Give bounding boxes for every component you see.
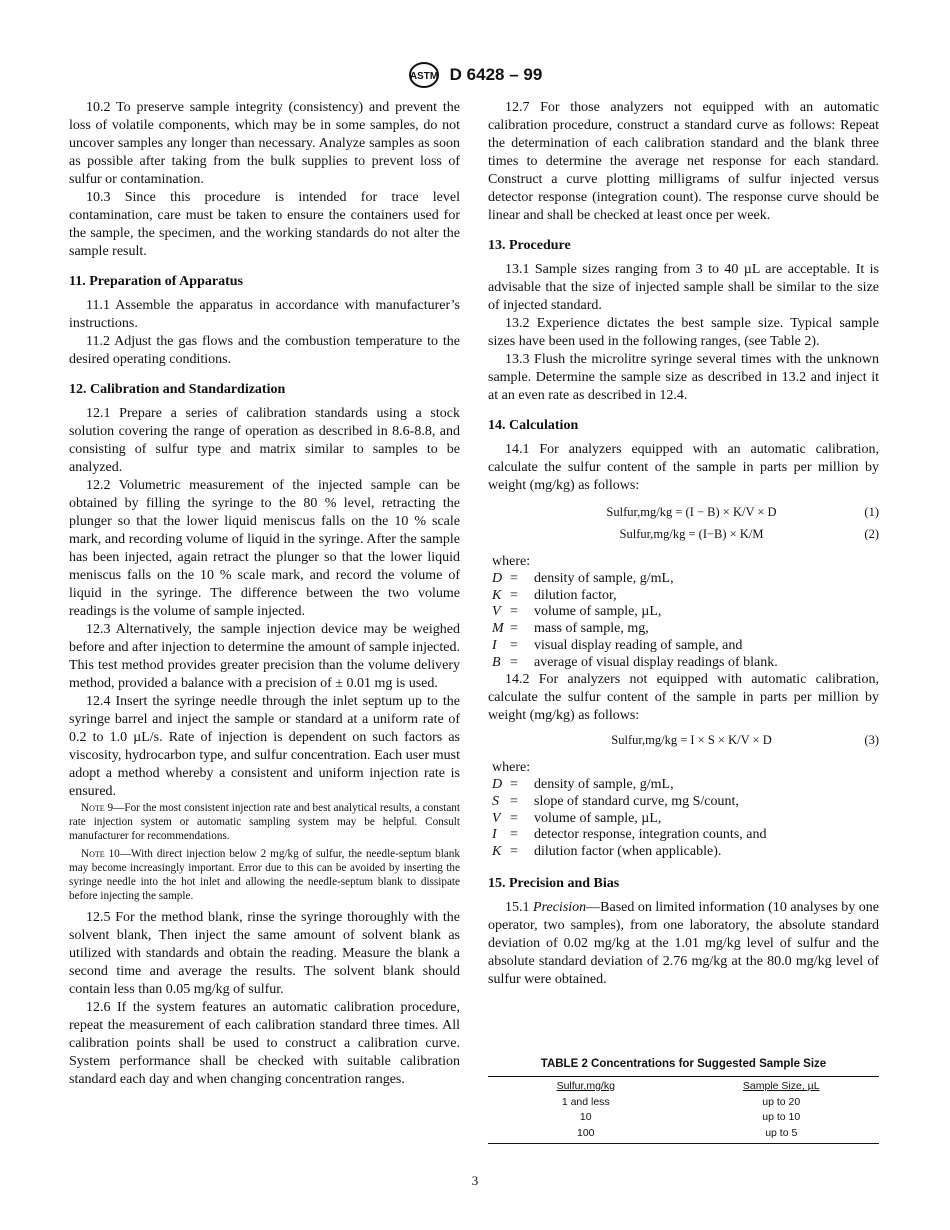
table-cell: up to 10 xyxy=(762,1111,801,1123)
table-row xyxy=(488,1110,879,1126)
equation-3-number: (3) xyxy=(864,733,879,748)
paragraph-13-1: 13.1 Sample sizes ranging from 3 to 40 µL are acceptable. It is advisable that the size of injected sample shall be similar to the size of injected standard. xyxy=(488,262,879,313)
equals-sign: = xyxy=(510,810,518,826)
symbol-definitions-2 xyxy=(492,777,879,861)
equation-3-formula: Sulfur,mg/kg = I × S × K/V × D xyxy=(611,733,772,748)
symbol-definitions-1 xyxy=(492,571,879,671)
paragraph-15-1 xyxy=(488,899,879,989)
table-row xyxy=(488,1126,879,1144)
table-2 xyxy=(488,1058,879,1144)
where-label-1: where: xyxy=(492,554,531,569)
paragraph-10-2: 10.2 To preserve sample integrity (consistency) and prevent the loss of volatile components, which may be in some samples, do not uncover samples any longer than necessary. Analyze samples as soon as possible after taking from the bulk supplies to prevent loss of sulfur or contamination. xyxy=(69,100,460,187)
equals-sign: = xyxy=(510,793,518,809)
symbol: S xyxy=(492,793,499,809)
symbol-description: density of sample, g/mL, xyxy=(534,777,674,793)
equation-2-formula: Sulfur,mg/kg = (I−B) × K/M xyxy=(619,527,764,541)
paragraph-13-2: 13.2 Experience dictates the best sample size. Typical sample sizes have been used in the following ranges, (see Table 2). xyxy=(488,316,879,349)
symbol-definition-row xyxy=(492,604,879,621)
equals-sign: = xyxy=(510,604,518,620)
paragraph-12-2: 12.2 Volumetric measurement of the injected sample can be obtained by filling the syringe to the 80 % level, retracting the plunger so that the lower liquid meniscus falls on the 10 % scale mark, and recording volume of liquid in the syringe. After the sample has been injected, again retract the plunger so that the lower liquid meniscus falls on the 10 % scale mark, and record the volume of liquid in the syringe. The difference between the two volume readings is the volume of sample injected. xyxy=(69,478,460,619)
symbol-description: density of sample, g/mL, xyxy=(534,571,674,586)
paragraph-14-2: 14.2 For analyzers not equipped with automatic calibration, calculate the sulfur content of the sample in parts per million by weight (mg/kg) as follows: xyxy=(488,672,879,724)
paragraph-13-3: 13.3 Flush the microlitre syringe several times with the unknown sample. Determine the sample size as described in 13.2 and inject it at an even rate as described in 12.4. xyxy=(488,352,879,403)
table-cell: up to 5 xyxy=(765,1126,798,1139)
note-9 xyxy=(69,801,460,843)
section-heading-13: 13. Procedure xyxy=(488,238,571,253)
paragraph-12-3: 12.3 Alternatively, the sample injection device may be weighed before and after injection to determine the amount of sample injected. This test method provides greater precision than the volume delivery method, provided a balance with a precision of ± 0.01 mg is used. xyxy=(69,622,460,691)
symbol-definition-row xyxy=(492,621,879,638)
note-9-label: Note 9 xyxy=(81,802,114,814)
table-cell: 10 xyxy=(579,1111,592,1123)
table-cell: up to 20 xyxy=(762,1095,801,1108)
symbol: V xyxy=(492,810,501,826)
note-9-text: —For the most consistent injection rate and best analytical results, a constant rate injection system or automatic sampling system may be helpful. Consult manufacturer for recommendations. xyxy=(69,802,460,842)
paragraph-15-1-text: —Based on limited information (10 analyses by one operator, two samples), from one laboratory, the absolute standard deviation of 0.02 mg/kg at the 1.01 mg/kg level of sulfur and the absolute standard deviation of 2.76 mg/kg at the 80.0 mg/kg level of sulfur were obtained. xyxy=(488,899,880,987)
table-cell: 100 xyxy=(576,1126,595,1139)
equation-3 xyxy=(488,731,879,749)
symbol: B xyxy=(492,654,501,670)
symbol-description: volume of sample, µL, xyxy=(534,810,662,826)
where-label-2: where: xyxy=(492,760,531,776)
symbol: K xyxy=(492,844,502,860)
symbol-definition-row xyxy=(492,811,879,828)
equation-2 xyxy=(488,525,879,543)
equation-1 xyxy=(488,503,879,521)
equals-sign: = xyxy=(510,654,518,670)
paragraph-12-7: 12.7 For those analyzers not equipped with an automatic calibration procedure, construct a standard curve as follows: Repeat the determination of each calibration standard and the blank three times to determine the average net response for each standard. Construct a curve plotting milligrams of sulfur injected versus detector response (integration count). The response curve should be linear and shall be checked at least once per week. xyxy=(488,100,879,223)
page-header xyxy=(0,61,950,89)
symbol-definition-row xyxy=(492,655,879,672)
equals-sign: = xyxy=(510,827,518,843)
table-header-sulfur: Sulfur,mg/kg xyxy=(556,1080,615,1092)
paragraph-15-1-term: Precision xyxy=(533,899,587,915)
symbol: I xyxy=(492,637,497,653)
symbol: I xyxy=(492,827,497,843)
equals-sign: = xyxy=(510,621,518,637)
right-column xyxy=(488,99,879,989)
paragraph-14-1: 14.1 For analyzers equipped with an automatic calibration, calculate the sulfur content of the sample in parts per million by weight (mg/kg) as follows: xyxy=(488,442,879,493)
symbol-definition-row xyxy=(492,794,879,811)
symbol-definition-row xyxy=(492,588,879,605)
table-header-sample-size: Sample Size, µL xyxy=(742,1080,820,1092)
page-number: 3 xyxy=(471,1173,479,1188)
symbol-definition-row xyxy=(492,827,879,844)
table-2-caption: TABLE 2 Concentrations for Suggested Sample Size xyxy=(540,1058,827,1070)
svg-text:ASTM: ASTM xyxy=(409,71,438,82)
equals-sign: = xyxy=(510,637,518,653)
section-heading-15: 15. Precision and Bias xyxy=(488,875,620,891)
paragraph-11-1: 11.1 Assemble the apparatus in accordance with manufacturer’s instructions. xyxy=(69,298,460,331)
equals-sign: = xyxy=(510,571,518,586)
symbol: D xyxy=(492,777,503,793)
symbol-description: visual display reading of sample, and xyxy=(534,637,743,653)
symbol-description: average of visual display readings of blank. xyxy=(534,654,778,670)
symbol-description: dilution factor, xyxy=(534,587,617,603)
symbol-description: dilution factor (when applicable). xyxy=(534,844,722,860)
document-designation: D 6428 – 99 xyxy=(449,65,543,84)
paragraph-11-2: 11.2 Adjust the gas flows and the combustion temperature to the desired operating conditions. xyxy=(69,334,460,367)
where-block-1 xyxy=(488,553,879,671)
symbol-description: detector response, integration counts, and xyxy=(534,827,767,843)
note-10 xyxy=(69,847,460,903)
symbol-definition-row xyxy=(492,844,879,861)
note-10-text: —With direct injection below 2 mg/kg of sulfur, the needle-septum blank may become increasingly important. Error due to this can be avoided by inserting the syringe needle into the hot inlet and allowing the needle-septum blank to dissipate before injecting the sample. xyxy=(69,848,460,902)
astm-logo-icon xyxy=(408,61,440,89)
equals-sign: = xyxy=(510,587,518,603)
where-block-2 xyxy=(488,759,879,861)
section-heading-14: 14. Calculation xyxy=(488,418,579,433)
symbol: D xyxy=(492,571,503,586)
table-header-row xyxy=(488,1077,879,1095)
left-column xyxy=(69,99,460,1089)
equation-2-number: (2) xyxy=(864,527,879,541)
paragraph-12-5: 12.5 For the method blank, rinse the syringe thoroughly with the solvent blank, Then inject the same amount of solvent blank as utilized with standards and obtain the reading. Measure the blank a second time and average the results. The solvent blank should contain less than 0.05 mg/kg of sulfur. xyxy=(69,910,460,997)
table-cell: 1 and less xyxy=(561,1095,610,1108)
symbol: V xyxy=(492,604,501,620)
equals-sign: = xyxy=(510,777,518,793)
symbol-description: volume of sample, µL, xyxy=(534,604,662,620)
paragraph-12-6: 12.6 If the system features an automatic calibration procedure, repeat the measurement of each calibration standard three times. All calibration points shall be used to construct a calibration curve. System performance shall be checked with suitable calibration standard each day and when changing concentration ranges. xyxy=(69,1000,460,1087)
table-2-grid xyxy=(488,1076,879,1144)
paragraph-12-1: 12.1 Prepare a series of calibration standards using a stock solution covering the range of operation as described in 8.6-8.8, and consisting of sulfur type and matrix similar to samples to be analyzed. xyxy=(69,406,460,475)
equation-1-formula: Sulfur,mg/kg = (I − B) × K/V × D xyxy=(606,505,777,519)
paragraph-15-1-number: 15.1 xyxy=(505,899,530,915)
section-heading-12: 12. Calibration and Standardization xyxy=(69,382,286,397)
section-heading-11: 11. Preparation of Apparatus xyxy=(69,274,243,289)
paragraph-10-3: 10.3 Since this procedure is intended for trace level contamination, care must be taken to ensure the containers used for the sample, the specimen, and the working standards do not alter the sample result. xyxy=(69,190,460,259)
note-10-label: Note 10 xyxy=(81,848,120,860)
table-row xyxy=(488,1095,879,1111)
symbol-description: slope of standard curve, mg S/count, xyxy=(534,793,739,809)
equation-1-number: (1) xyxy=(864,505,879,519)
symbol-definition-row xyxy=(492,777,879,794)
symbol-definition-row xyxy=(492,638,879,655)
paragraph-12-4: 12.4 Insert the syringe needle through the inlet septum up to the syringe barrel and inject the sample or standard at a uniform rate of 0.2 to 1.0 µL/s. Rate of injection is dependent on such factors as viscosity, hydrocarbon type, and sulfur concentration. Each user must adopt a method whereby a consistent and uniform injection rate is ensured. xyxy=(69,694,460,799)
symbol-definition-row xyxy=(492,571,879,588)
symbol: M xyxy=(492,621,504,637)
equals-sign: = xyxy=(510,844,518,860)
symbol: K xyxy=(492,587,502,603)
symbol-description: mass of sample, mg, xyxy=(534,621,649,637)
